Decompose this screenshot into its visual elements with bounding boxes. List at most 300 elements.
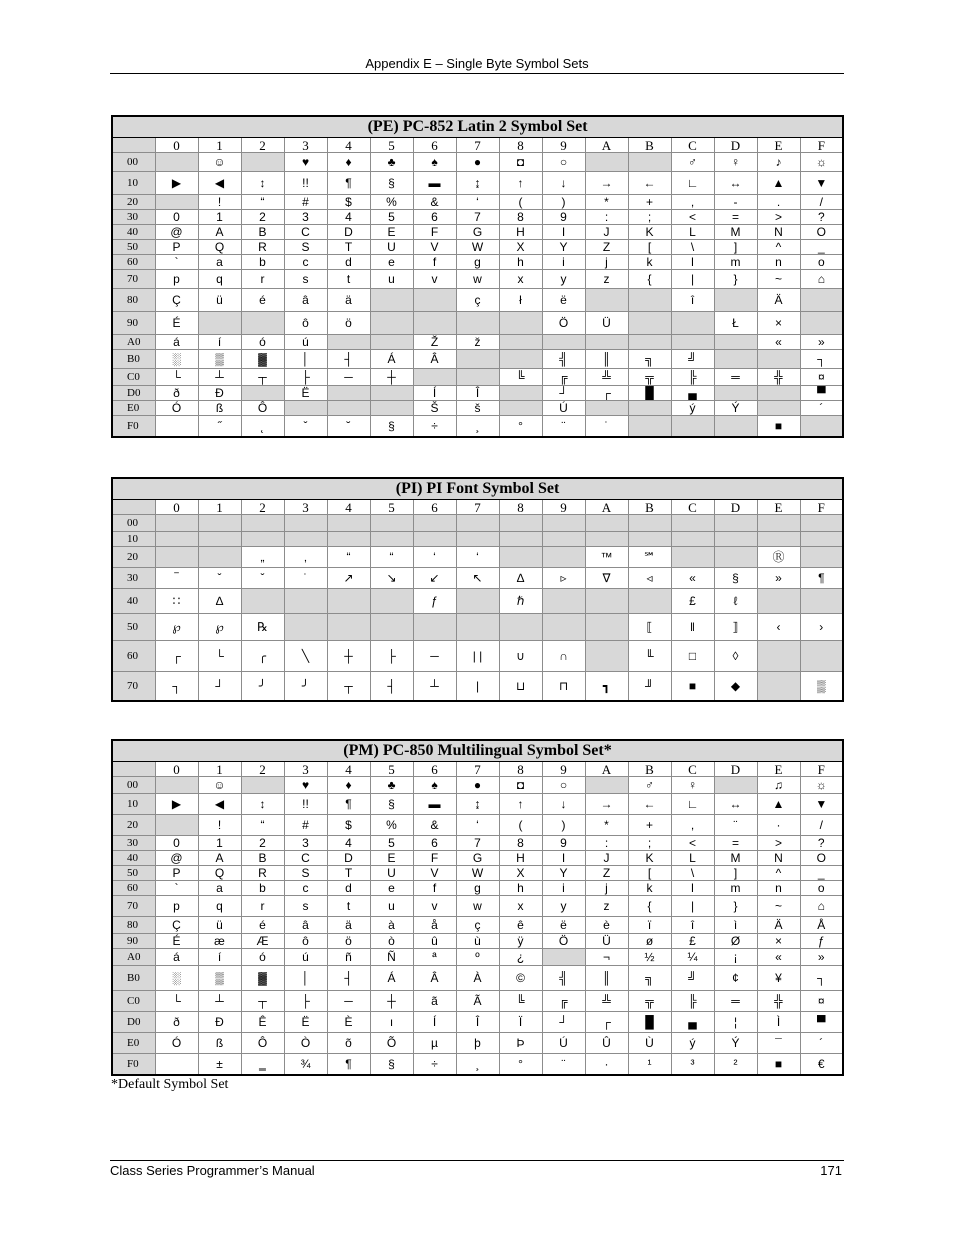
symbol-cell — [585, 614, 628, 641]
symbol-cell: ´ — [800, 401, 843, 416]
symbol-cell: → — [585, 794, 628, 815]
row-header: 30 — [112, 568, 155, 589]
column-header: 0 — [155, 138, 198, 153]
symbol-cell: ● — [456, 777, 499, 794]
symbol-cell: ł — [499, 289, 542, 312]
symbol-cell: u — [370, 896, 413, 917]
symbol-cell: r — [241, 270, 284, 289]
symbol-cell: 4 — [327, 210, 370, 225]
table-row — [112, 270, 843, 289]
symbol-cell: [ — [628, 866, 671, 881]
symbol-cell: ♪ — [757, 153, 800, 172]
symbol-cell — [155, 547, 198, 568]
symbol-cell: | — [671, 270, 714, 289]
symbol-cell: ü — [198, 289, 241, 312]
symbol-cell: ╣ — [542, 350, 585, 369]
symbol-cell: a — [198, 255, 241, 270]
symbol-cell: Ó — [155, 401, 198, 416]
symbol-cell: ) — [542, 815, 585, 836]
symbol-cell: ç — [456, 289, 499, 312]
symbol-cell — [327, 614, 370, 641]
symbol-cell: ♣ — [370, 777, 413, 794]
symbol-cell: “ — [370, 547, 413, 568]
column-header: E — [757, 138, 800, 153]
symbol-cell: ↑ — [499, 172, 542, 195]
symbol-cell: D — [327, 225, 370, 240]
symbol-cell: ▼ — [800, 794, 843, 815]
symbol-cell — [714, 386, 757, 401]
symbol-cell: ├ — [284, 991, 327, 1012]
row-header: 40 — [112, 225, 155, 240]
symbol-cell: ^ — [757, 866, 800, 881]
symbol-cell: , — [671, 195, 714, 210]
symbol-cell: N — [757, 225, 800, 240]
symbol-cell: 1 — [198, 210, 241, 225]
symbol-cell: ˇ — [284, 416, 327, 438]
symbol-cell: ∆ — [499, 568, 542, 589]
symbol-cell: 1 — [198, 836, 241, 851]
column-header: B — [628, 138, 671, 153]
symbol-cell — [757, 532, 800, 547]
symbol-cell: J — [585, 225, 628, 240]
table-row — [112, 1033, 843, 1054]
symbol-cell: ³ — [671, 1054, 714, 1076]
symbol-cell: g — [456, 255, 499, 270]
symbol-cell: ░ — [155, 966, 198, 991]
symbol-cell: ! — [198, 195, 241, 210]
symbol-cell: b — [241, 255, 284, 270]
symbol-cell: S — [284, 240, 327, 255]
symbol-cell: ─ — [327, 369, 370, 386]
symbol-cell — [327, 386, 370, 401]
symbol-cell: b — [241, 881, 284, 896]
symbol-cell: ↘ — [370, 568, 413, 589]
footer-page-number: 171 — [820, 1163, 842, 1178]
symbol-cell: █ — [628, 1012, 671, 1033]
symbol-cell: ┤ — [370, 672, 413, 702]
symbol-cell: ⊓ — [542, 672, 585, 702]
column-header: D — [714, 500, 757, 515]
row-header: A0 — [112, 335, 155, 350]
symbol-cell: q — [198, 896, 241, 917]
symbol-cell: Q — [198, 240, 241, 255]
symbol-cell: ↨ — [456, 172, 499, 195]
symbol-cell: Õ — [370, 1033, 413, 1054]
symbol-cell: ◊ — [714, 641, 757, 672]
symbol-cell — [456, 515, 499, 532]
row-header: 10 — [112, 794, 155, 815]
symbol-cell: C — [284, 851, 327, 866]
symbol-cell: ┐ — [800, 966, 843, 991]
symbol-cell: ╔ — [542, 991, 585, 1012]
symbol-cell: » — [800, 949, 843, 966]
symbol-cell — [499, 350, 542, 369]
symbol-cell: ø — [628, 934, 671, 949]
symbol-cell: ▲ — [757, 172, 800, 195]
row-header: 60 — [112, 255, 155, 270]
column-header: 5 — [370, 138, 413, 153]
symbol-cell — [413, 312, 456, 335]
symbol-cell: ó — [241, 335, 284, 350]
table-row — [112, 312, 843, 335]
symbol-cell — [585, 777, 628, 794]
symbol-cell: î — [671, 917, 714, 934]
symbol-cell — [714, 416, 757, 438]
symbol-cell: _ — [800, 866, 843, 881]
symbol-cell: ¯ — [757, 1033, 800, 1054]
symbol-cell: / — [800, 195, 843, 210]
symbol-cell: ┘ — [198, 672, 241, 702]
symbol-cell — [585, 153, 628, 172]
column-header: 4 — [327, 762, 370, 777]
symbol-cell: s — [284, 896, 327, 917]
symbol-cell: ý — [671, 401, 714, 416]
symbol-cell — [628, 515, 671, 532]
symbol-cell — [456, 350, 499, 369]
table-row — [112, 172, 843, 195]
symbol-cell — [499, 401, 542, 416]
symbol-cell: ° — [499, 416, 542, 438]
symbol-cell — [284, 589, 327, 614]
symbol-cell: » — [800, 335, 843, 350]
table-row — [112, 851, 843, 866]
symbol-cell — [628, 532, 671, 547]
symbol-cell: & — [413, 815, 456, 836]
symbol-cell: ä — [327, 289, 370, 312]
symbol-cell: ˇ — [198, 568, 241, 589]
symbol-cell — [714, 532, 757, 547]
symbol-cell: ▄ — [671, 1012, 714, 1033]
column-header: C — [671, 762, 714, 777]
symbol-cell: [ — [628, 240, 671, 255]
symbol-cell — [585, 641, 628, 672]
symbol-cell: ) — [542, 195, 585, 210]
symbol-cell: 8 — [499, 836, 542, 851]
symbol-cell: ┓ — [585, 672, 628, 702]
column-header: A — [585, 138, 628, 153]
symbol-cell: V — [413, 866, 456, 881]
symbol-cell — [542, 614, 585, 641]
table-row — [112, 568, 843, 589]
symbol-cell: É — [155, 934, 198, 949]
symbol-cell: l — [671, 881, 714, 896]
row-header: 20 — [112, 195, 155, 210]
row-header: C0 — [112, 369, 155, 386]
table-row — [112, 589, 843, 614]
symbol-cell: “ — [241, 815, 284, 836]
symbol-cell — [327, 515, 370, 532]
symbol-cell: ─ — [327, 991, 370, 1012]
symbol-cell: ┴ — [198, 991, 241, 1012]
symbol-cell: ë — [542, 289, 585, 312]
symbol-cell — [757, 386, 800, 401]
symbol-cell: ╜ — [628, 672, 671, 702]
symbol-cell: r — [241, 896, 284, 917]
symbol-cell — [370, 312, 413, 335]
symbol-cell: : — [585, 210, 628, 225]
symbol-cell: ∪ — [499, 641, 542, 672]
symbol-cell — [628, 335, 671, 350]
symbol-cell: á — [155, 335, 198, 350]
row-header: E0 — [112, 1033, 155, 1054]
symbol-cell: B — [241, 851, 284, 866]
symbol-cell: Ý — [714, 1033, 757, 1054]
symbol-cell: E — [370, 225, 413, 240]
symbol-cell: F — [413, 225, 456, 240]
symbol-cell: ═ — [714, 369, 757, 386]
symbol-cell: × — [757, 934, 800, 949]
pm-pc850-symbol-table — [111, 739, 844, 1076]
row-header: 70 — [112, 896, 155, 917]
symbol-cell: £ — [671, 934, 714, 949]
symbol-cell: Ó — [155, 1033, 198, 1054]
row-header: 10 — [112, 532, 155, 547]
symbol-cell — [542, 589, 585, 614]
symbol-cell: Ⓡ — [757, 547, 800, 568]
symbol-cell — [757, 401, 800, 416]
symbol-cell: ♀ — [671, 777, 714, 794]
symbol-cell: ℘ — [198, 614, 241, 641]
symbol-cell: ═ — [714, 991, 757, 1012]
table-row — [112, 401, 843, 416]
row-header: 50 — [112, 240, 155, 255]
row-header: 10 — [112, 172, 155, 195]
symbol-cell: ♠ — [413, 153, 456, 172]
symbol-cell — [628, 589, 671, 614]
row-header: 90 — [112, 934, 155, 949]
symbol-cell: . — [757, 195, 800, 210]
column-header: D — [714, 762, 757, 777]
symbol-cell — [585, 401, 628, 416]
symbol-cell: , — [671, 815, 714, 836]
table-row — [112, 350, 843, 369]
symbol-cell: ╭ — [241, 641, 284, 672]
symbol-cell: 5 — [370, 210, 413, 225]
symbol-cell — [327, 589, 370, 614]
symbol-cell: ← — [628, 172, 671, 195]
symbol-cell: Ú — [542, 1033, 585, 1054]
symbol-cell: ï — [628, 917, 671, 934]
symbol-cell: ╦ — [628, 991, 671, 1012]
row-header: 40 — [112, 589, 155, 614]
symbol-cell: ▒ — [198, 966, 241, 991]
symbol-cell: ▒ — [198, 350, 241, 369]
symbol-cell: F — [413, 851, 456, 866]
symbol-cell: ╠ — [671, 991, 714, 1012]
symbol-cell: M — [714, 225, 757, 240]
symbol-cell: ◃ — [628, 568, 671, 589]
symbol-cell: Á — [370, 350, 413, 369]
symbol-cell — [327, 335, 370, 350]
column-header: 9 — [542, 138, 585, 153]
symbol-cell: Ý — [714, 401, 757, 416]
symbol-cell: m — [714, 255, 757, 270]
row-header: 40 — [112, 851, 155, 866]
symbol-cell: Ö — [542, 934, 585, 949]
column-header: 6 — [413, 500, 456, 515]
table-title: (PI) PI Font Symbol Set — [112, 478, 843, 500]
symbol-cell: @ — [155, 225, 198, 240]
column-header: 2 — [241, 500, 284, 515]
symbol-cell: ↨ — [456, 794, 499, 815]
symbol-cell: ☺ — [198, 777, 241, 794]
symbol-cell: 4 — [327, 836, 370, 851]
symbol-cell: Â — [413, 350, 456, 369]
symbol-cell: ¸ — [456, 416, 499, 438]
symbol-cell: ç — [456, 917, 499, 934]
symbol-cell — [198, 515, 241, 532]
symbol-cell: | | — [456, 641, 499, 672]
symbol-cell: 5 — [370, 836, 413, 851]
symbol-cell: § — [714, 568, 757, 589]
row-header: 70 — [112, 270, 155, 289]
symbol-cell: │ — [284, 350, 327, 369]
symbol-cell — [671, 532, 714, 547]
symbol-cell: ` — [155, 881, 198, 896]
symbol-cell: ┴ — [198, 369, 241, 386]
column-header: 9 — [542, 762, 585, 777]
symbol-cell: ¶ — [327, 794, 370, 815]
symbol-cell: ▄ — [671, 386, 714, 401]
symbol-cell — [155, 1054, 198, 1076]
symbol-cell: ` — [155, 255, 198, 270]
symbol-cell: T — [327, 240, 370, 255]
symbol-cell — [800, 515, 843, 532]
symbol-cell: B — [241, 225, 284, 240]
symbol-cell: « — [757, 335, 800, 350]
symbol-cell: ℞ — [241, 614, 284, 641]
symbol-cell: ¼ — [671, 949, 714, 966]
symbol-cell: !! — [284, 794, 327, 815]
symbol-cell: W — [456, 866, 499, 881]
symbol-cell: ○ — [542, 777, 585, 794]
symbol-cell — [413, 614, 456, 641]
symbol-cell: ■ — [757, 1054, 800, 1076]
symbol-cell — [800, 289, 843, 312]
symbol-cell: P — [155, 240, 198, 255]
symbol-cell: ○ — [542, 153, 585, 172]
symbol-cell — [155, 195, 198, 210]
symbol-cell — [671, 335, 714, 350]
symbol-cell — [757, 672, 800, 702]
symbol-cell: ╗ — [628, 350, 671, 369]
column-header: E — [757, 762, 800, 777]
symbol-cell: ♥ — [284, 777, 327, 794]
symbol-cell: ˇ — [241, 568, 284, 589]
symbol-cell — [585, 532, 628, 547]
symbol-cell — [155, 515, 198, 532]
column-header: C — [671, 138, 714, 153]
symbol-cell: ¦ — [714, 1012, 757, 1033]
table-row — [112, 836, 843, 851]
symbol-cell: p — [155, 896, 198, 917]
symbol-cell — [155, 532, 198, 547]
symbol-cell: * — [585, 815, 628, 836]
symbol-cell: Z — [585, 866, 628, 881]
symbol-cell: ┘ — [542, 1012, 585, 1033]
symbol-cell: ║ — [585, 350, 628, 369]
symbol-cell: Z — [585, 240, 628, 255]
symbol-cell: Ł — [714, 312, 757, 335]
column-header: F — [800, 138, 843, 153]
symbol-cell: ┌ — [585, 386, 628, 401]
symbol-cell: À — [456, 966, 499, 991]
symbol-cell: g — [456, 881, 499, 896]
symbol-cell: ← — [628, 794, 671, 815]
symbol-cell: _ — [800, 240, 843, 255]
row-header: 60 — [112, 881, 155, 896]
column-header: E — [757, 500, 800, 515]
symbol-cell — [241, 777, 284, 794]
symbol-cell: w — [456, 896, 499, 917]
symbol-cell: Ô — [241, 401, 284, 416]
symbol-cell: ▬ — [413, 172, 456, 195]
symbol-cell: ‚ — [284, 547, 327, 568]
symbol-cell: } — [714, 896, 757, 917]
column-header: 2 — [241, 762, 284, 777]
symbol-cell: U — [370, 866, 413, 881]
symbol-cell: { — [628, 270, 671, 289]
row-header: B0 — [112, 966, 155, 991]
symbol-cell: ¾ — [284, 1054, 327, 1076]
symbol-cell — [241, 532, 284, 547]
symbol-cell: ♫ — [757, 777, 800, 794]
symbol-cell: j — [585, 255, 628, 270]
symbol-cell — [456, 614, 499, 641]
symbol-cell: ( — [499, 195, 542, 210]
column-header: 0 — [155, 762, 198, 777]
table-row — [112, 614, 843, 641]
symbol-cell: å — [413, 917, 456, 934]
symbol-cell: □ — [671, 641, 714, 672]
symbol-cell: ‘ — [456, 195, 499, 210]
symbol-cell: J — [585, 851, 628, 866]
symbol-cell: V — [413, 240, 456, 255]
symbol-cell — [757, 350, 800, 369]
symbol-cell: G — [456, 225, 499, 240]
symbol-cell: û — [413, 934, 456, 949]
symbol-cell: ┬ — [327, 672, 370, 702]
symbol-cell: ┼ — [370, 369, 413, 386]
table-row — [112, 515, 843, 532]
symbol-cell: Ç — [155, 289, 198, 312]
symbol-cell: ÿ — [499, 934, 542, 949]
symbol-cell: È — [327, 1012, 370, 1033]
symbol-cell — [499, 386, 542, 401]
symbol-cell: Ä — [757, 917, 800, 934]
symbol-cell: Ë — [284, 386, 327, 401]
symbol-cell: w — [456, 270, 499, 289]
header-corner-cell — [112, 500, 155, 515]
symbol-cell: ◘ — [499, 153, 542, 172]
symbol-cell: ] — [714, 240, 757, 255]
symbol-cell: 8 — [499, 210, 542, 225]
symbol-cell: Í — [413, 1012, 456, 1033]
symbol-cell — [241, 386, 284, 401]
symbol-cell — [800, 532, 843, 547]
symbol-cell: R — [241, 240, 284, 255]
symbol-cell — [155, 777, 198, 794]
symbol-cell: à — [370, 917, 413, 934]
symbol-cell: ¨ — [542, 1054, 585, 1076]
symbol-cell: ⟧ — [714, 614, 757, 641]
column-header: A — [585, 500, 628, 515]
symbol-cell: h — [499, 881, 542, 896]
symbol-cell — [413, 532, 456, 547]
symbol-cell: 9 — [542, 836, 585, 851]
column-header: 3 — [284, 762, 327, 777]
symbol-cell: 0 — [155, 210, 198, 225]
